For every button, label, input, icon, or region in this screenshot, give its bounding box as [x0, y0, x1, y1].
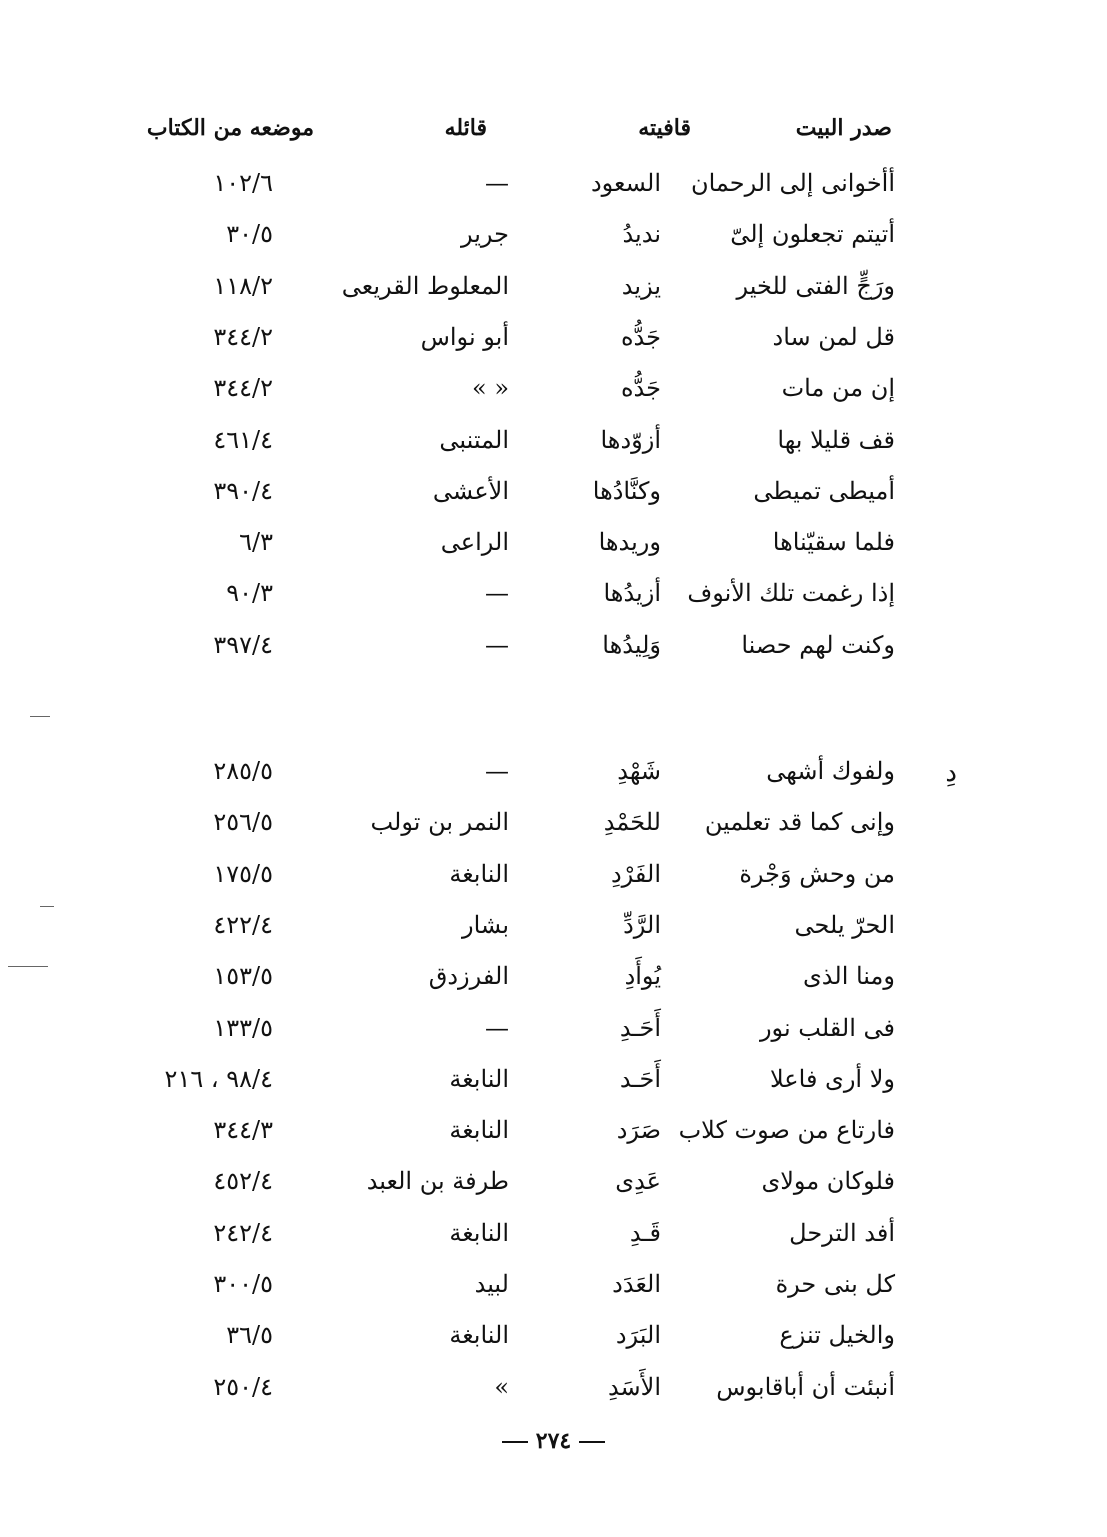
- row-mawdi: ٣٤٤/٣: [213, 1116, 273, 1145]
- row-sadr: وإنى كما قد تعلمين: [704, 808, 895, 837]
- row-qail: —: [485, 630, 509, 659]
- row-qafiya: أَحَـد: [619, 1064, 661, 1093]
- row-qail: بشار: [462, 910, 509, 939]
- row-qafiya: العَدَد: [612, 1270, 661, 1298]
- row-qail: « »: [472, 374, 509, 403]
- row-mawdi: ١١٨/٢: [213, 271, 273, 300]
- row-qafiya: أَحَـدِ: [619, 1013, 661, 1042]
- row-qafiya: صَرَد: [616, 1116, 661, 1145]
- row-sadr: والخيل تنزع: [779, 1321, 895, 1350]
- row-mawdi: ٣٩٠/٤: [213, 476, 273, 505]
- row-qafiya: وريدها: [598, 528, 661, 557]
- row-qail: —: [485, 757, 509, 785]
- row-sadr: فارتاع من صوت كلاب: [678, 1116, 895, 1145]
- row-sadr: وكنت لهم حصنا: [741, 630, 895, 659]
- row-mawdi: ١٧٥/٥: [213, 859, 273, 888]
- row-mawdi: ١٥٣/٥: [213, 962, 273, 991]
- row-mawdi: ٣٠/٥: [226, 220, 273, 249]
- row-qail: —: [485, 579, 509, 608]
- row-qafiya: قَـدِ: [629, 1218, 661, 1247]
- row-qail: النابغة: [449, 1116, 509, 1145]
- page-number-value: ٢٧٤: [535, 1428, 572, 1454]
- header-qail: قائله: [444, 115, 487, 141]
- row-qail: المتنبى: [439, 425, 509, 454]
- row-mawdi: ٤٢٢/٤: [213, 910, 273, 939]
- row-qail: الراعى: [440, 528, 509, 557]
- row-qafiya: شَهْدِ: [617, 757, 661, 785]
- scan-mark: [40, 906, 54, 907]
- row-qail: —: [485, 1013, 509, 1042]
- row-sadr: إن من مات: [781, 374, 895, 403]
- row-sadr: ومنا الذى: [803, 962, 895, 991]
- row-mawdi: ٢٨٥/٥: [213, 757, 273, 785]
- row-sadr: أميطى تميطى: [753, 476, 895, 505]
- header-qafiya: قافيته: [638, 115, 691, 141]
- row-qail: »: [494, 1372, 509, 1401]
- row-mawdi: ١٠٢/٦: [213, 169, 273, 197]
- row-mawdi: ٩٨/٤ ، ٢١٦: [164, 1064, 273, 1093]
- row-sadr: أنبئت أن أباقابوس: [716, 1372, 895, 1401]
- row-qail: الأعشى: [432, 476, 509, 505]
- row-mawdi: ٣٠٠/٥: [213, 1270, 273, 1298]
- row-qafiya: السعود: [590, 169, 661, 197]
- row-mawdi: ٢٥٦/٥: [213, 808, 273, 837]
- row-sadr: ولا أرى فاعلا: [769, 1064, 895, 1093]
- row-sadr: أأخوانى إلى الرحمان: [690, 169, 895, 197]
- scan-mark: [30, 716, 50, 717]
- row-qafiya: أزيدُها: [603, 579, 661, 608]
- row-sadr: من وحش وَجْرة: [739, 859, 895, 888]
- row-sadr: كل بنى حرة: [775, 1270, 895, 1298]
- row-mawdi: ٦/٣: [239, 528, 273, 557]
- row-qail: النابغة: [449, 1218, 509, 1247]
- row-qafiya: يُوأَدِ: [624, 962, 661, 991]
- row-sadr: أتيتم تجعلون إلىّ: [730, 220, 895, 249]
- row-qafiya: البَرَد: [615, 1321, 661, 1350]
- row-sadr: الحرّ يلحى: [794, 910, 895, 939]
- row-qafiya: الأَسَدِ: [607, 1372, 661, 1401]
- row-mawdi: ٤٥٢/٤: [213, 1167, 273, 1196]
- row-qail: طرفة بن العبد: [366, 1167, 509, 1196]
- row-sadr: ولفوك أشهى: [766, 757, 895, 785]
- row-mawdi: ٣٩٧/٤: [213, 630, 273, 659]
- row-sadr: فلما سقيّناها: [772, 528, 895, 557]
- row-qail: الفرزدق: [428, 962, 509, 991]
- header-mawdi: موضعه من الكتاب: [146, 115, 314, 141]
- row-qail: النابغة: [449, 1064, 509, 1093]
- row-qail: لبيد: [474, 1270, 509, 1298]
- row-sadr: فى القلب نور: [759, 1013, 895, 1042]
- row-qafiya: وكنَّادُها: [592, 476, 661, 505]
- row-qafiya: جَدُّه: [620, 322, 661, 351]
- header-sadr: صدر البيت: [795, 115, 892, 141]
- row-sadr: أفد الترحل: [789, 1218, 895, 1247]
- row-qail: —: [485, 169, 509, 197]
- row-mawdi: ٣٤٤/٢: [213, 322, 273, 351]
- page-number: [0, 1428, 1107, 1454]
- row-qail: المعلوط القريعى: [341, 271, 509, 300]
- section-letter: دِ: [945, 758, 957, 788]
- row-mawdi: ٢٤٢/٤: [213, 1218, 273, 1247]
- row-qafiya: عَدِى: [615, 1167, 661, 1196]
- row-qafiya: جَدُّه: [620, 374, 661, 403]
- row-qafiya: للحَمْدِ: [603, 808, 661, 837]
- row-sadr: قل لمن ساد: [772, 322, 895, 351]
- row-qail: النابغة: [449, 1321, 509, 1350]
- row-qafiya: الرَّدِّ: [623, 910, 661, 939]
- row-qail: أبو نواس: [420, 322, 509, 351]
- row-sadr: ورَجٍّ الفتى للخير: [736, 271, 895, 300]
- row-sadr: إذا رغمت تلك الأنوف: [687, 579, 895, 608]
- row-mawdi: ٣٦/٥: [226, 1321, 273, 1350]
- row-qafiya: أزوّدها: [600, 425, 661, 454]
- scan-mark: [8, 966, 48, 967]
- row-qafiya: الفَرْدِ: [610, 859, 661, 888]
- row-sadr: قف قليلا بها: [777, 425, 895, 454]
- row-mawdi: ٤٦١/٤: [213, 425, 273, 454]
- row-mawdi: ٣٤٤/٢: [213, 374, 273, 403]
- row-qafiya: يزيد: [621, 271, 661, 300]
- row-qail: النابغة: [449, 859, 509, 888]
- page-number-dash-left: [502, 1441, 528, 1443]
- row-qafiya: وَلِيدُها: [602, 630, 661, 659]
- row-mawdi: ٢٥٠/٤: [213, 1372, 273, 1401]
- row-mawdi: ١٣٣/٥: [213, 1013, 273, 1042]
- row-mawdi: ٩٠/٣: [226, 579, 273, 608]
- row-sadr: فلوكان مولاى: [761, 1167, 895, 1196]
- row-qafiya: نديدُ: [622, 220, 661, 249]
- page-number-dash-right: [579, 1441, 605, 1443]
- row-qail: جرير: [461, 220, 509, 249]
- row-qail: النمر بن تولب: [370, 808, 509, 837]
